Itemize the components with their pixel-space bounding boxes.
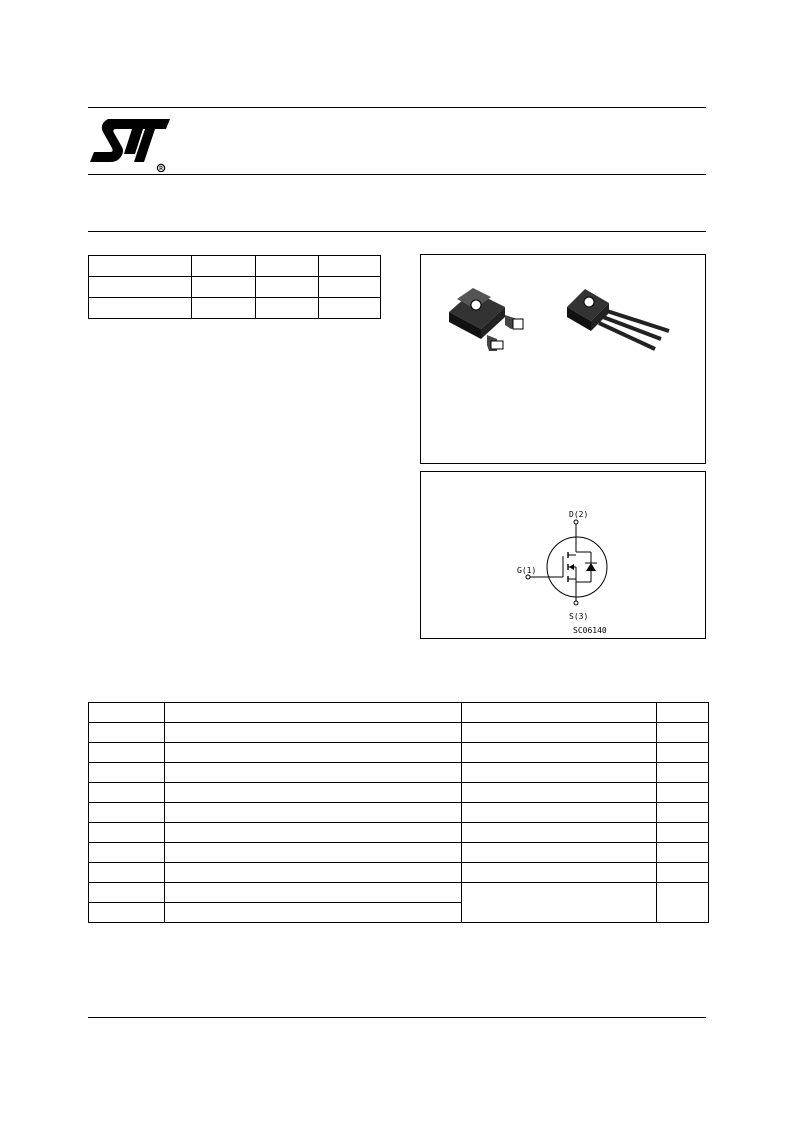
gate-label: G(1) (517, 566, 537, 575)
table-cell (165, 783, 462, 803)
table-row (89, 277, 381, 298)
table-cell (462, 823, 657, 843)
header-rule (88, 174, 706, 175)
table-cell (89, 823, 165, 843)
table-row (89, 843, 709, 863)
table-cell (462, 803, 657, 823)
table-cell (462, 783, 657, 803)
dpak-package-image (449, 288, 523, 351)
table-row (89, 703, 709, 723)
table-cell (165, 703, 462, 723)
table-row (89, 863, 709, 883)
st-logo (88, 116, 172, 172)
table-cell (89, 863, 165, 883)
title-rule (88, 231, 706, 232)
table-cell (89, 783, 165, 803)
table-cell (165, 823, 462, 843)
table-cell (89, 803, 165, 823)
top-rule (88, 107, 706, 108)
table-cell (256, 298, 319, 319)
package-box (420, 254, 706, 464)
table-cell (89, 703, 165, 723)
table-cell (462, 723, 657, 743)
table-cell (165, 883, 462, 903)
table-cell (657, 763, 709, 783)
table-cell (165, 723, 462, 743)
package-illustration (421, 255, 705, 463)
table-row (89, 783, 709, 803)
table-cell (256, 277, 319, 298)
table-cell (89, 883, 165, 903)
table-cell (192, 298, 256, 319)
table-cell (657, 883, 709, 923)
table-cell (165, 863, 462, 883)
table-row (89, 298, 381, 319)
table-cell (462, 863, 657, 883)
table-cell (165, 743, 462, 763)
table-cell (462, 703, 657, 723)
table-cell (462, 883, 657, 923)
table-cell (165, 803, 462, 823)
table-cell (319, 256, 381, 277)
table-cell (462, 763, 657, 783)
table-cell (89, 763, 165, 783)
table-cell (89, 903, 165, 923)
ipak-package-image (567, 289, 669, 349)
table-row (89, 723, 709, 743)
table-cell (192, 277, 256, 298)
table-cell (657, 703, 709, 723)
table-cell (165, 843, 462, 863)
table-cell (657, 863, 709, 883)
schematic-box (420, 471, 706, 639)
footer-rule (88, 1017, 706, 1018)
drain-label: D(2) (569, 510, 589, 519)
svg-text:R: R (159, 166, 163, 172)
table-cell (89, 298, 192, 319)
table-cell (165, 763, 462, 783)
source-label: S(3) (569, 612, 589, 621)
table-cell (89, 723, 165, 743)
table-cell (319, 277, 381, 298)
table-cell (319, 298, 381, 319)
table-cell (657, 843, 709, 863)
mosfet-schematic (421, 472, 705, 638)
table-row (89, 256, 381, 277)
table-cell (165, 903, 462, 923)
table-cell (657, 783, 709, 803)
table-row (89, 803, 709, 823)
table-row (89, 743, 709, 763)
table-row (89, 763, 709, 783)
table-row (89, 883, 709, 903)
table-cell (462, 743, 657, 763)
table-cell (256, 256, 319, 277)
table-row (89, 823, 709, 843)
table-cell (657, 803, 709, 823)
table-cell (657, 823, 709, 843)
schematic-code: SC06140 (573, 626, 607, 635)
table-cell (89, 743, 165, 763)
spec-table (88, 255, 381, 319)
table-cell (657, 723, 709, 743)
table-cell (657, 743, 709, 763)
table-cell (89, 277, 192, 298)
table-cell (89, 843, 165, 863)
ratings-table (88, 702, 709, 923)
table-cell (462, 843, 657, 863)
table-cell (192, 256, 256, 277)
table-cell (89, 256, 192, 277)
